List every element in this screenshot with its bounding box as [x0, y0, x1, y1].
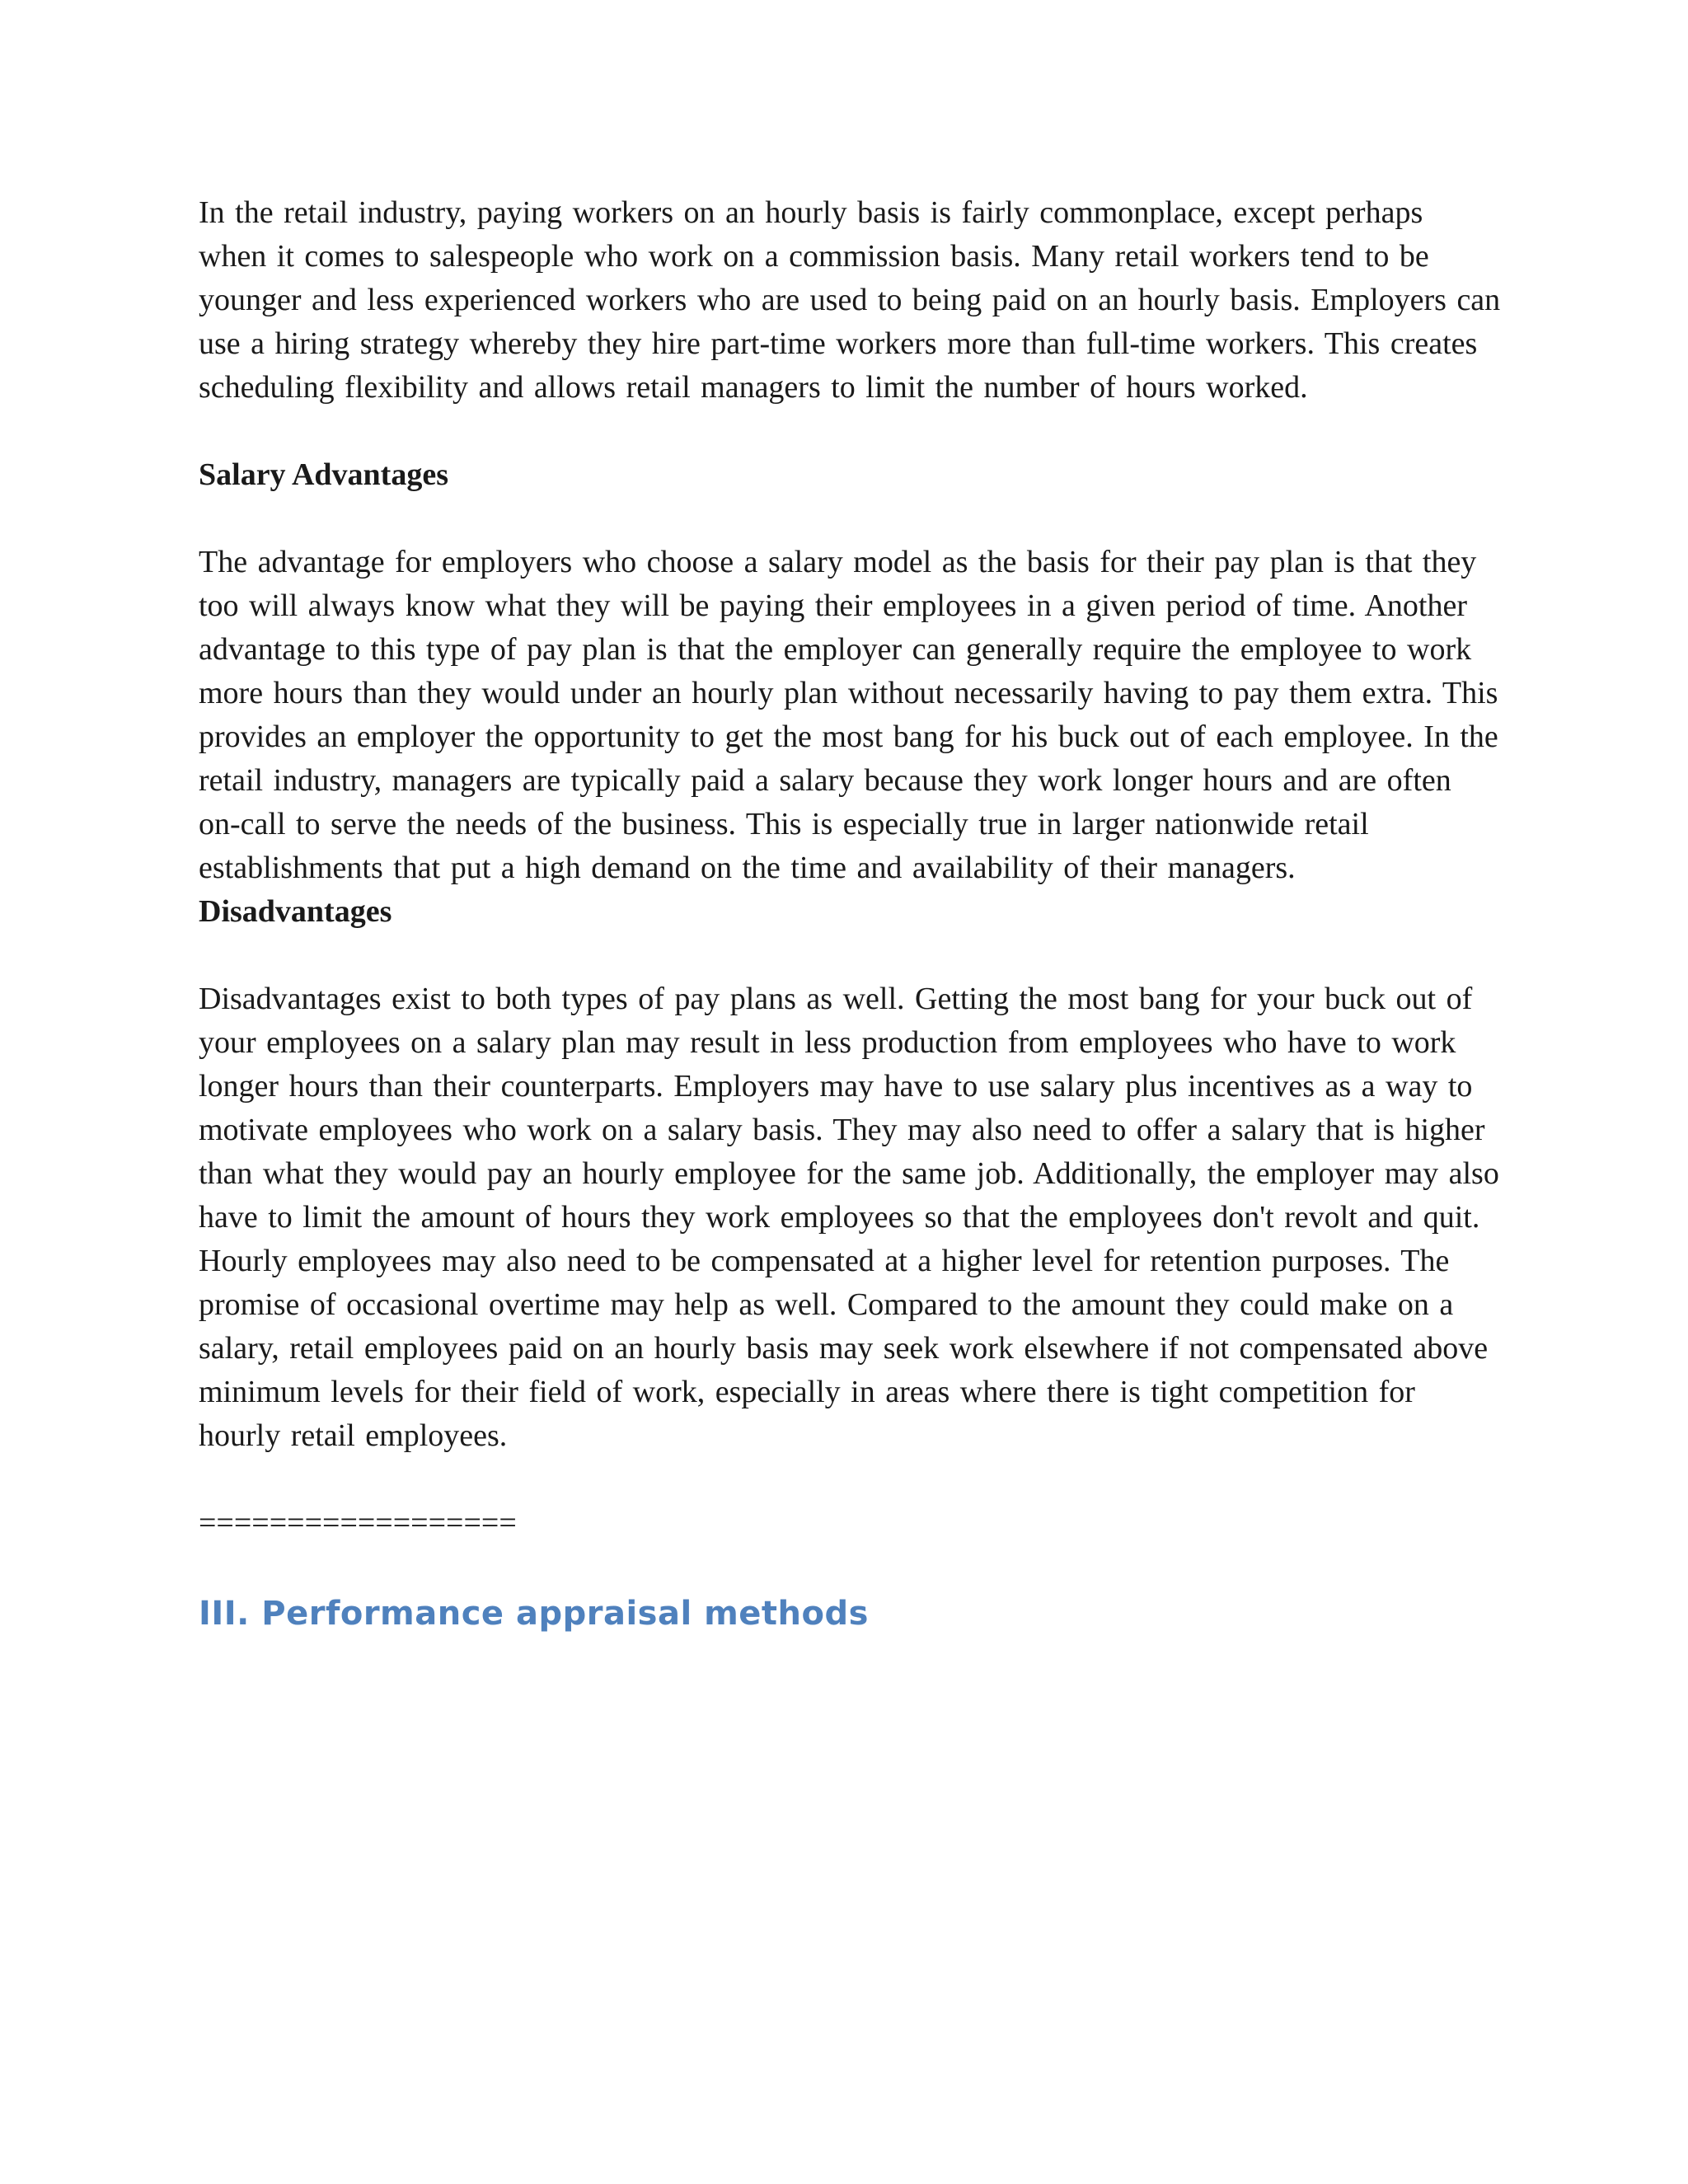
- spacer: [199, 934, 1501, 977]
- section-title: III. Performance appraisal methods: [199, 1595, 869, 1633]
- disadvantages-heading: Disadvantages: [199, 894, 392, 929]
- disadvantages-paragraph: Disadvantages exist to both types of pay plans as well. Getting the most bang for your buck out of your employees on a salary plan may result in less production from employees who have to work longer hours than their counterparts. Employers may have to use salary plus incentives as a way to motivate employees who work on a salary basis. They may also need to offer a salary that is higher than what they would pay an hourly employee for the same job. Additionally, the employer may also have to limit the amount of hours they work employees so that the employees don't revolt and quit. Hourly employees may also need to be compensated at a higher level for retention purposes. The promise of occasional overtime may help as well. Compared to the amount they could make on a salary, retail employees paid on an hourly basis may seek work elsewhere if not compensated above minimum levels for their field of work, especially in areas where there is tight competition for hourly retail employees.: [199, 982, 1499, 1453]
- intro-paragraph: In the retail industry, paying workers on an hourly basis is fairly commonplace, except perhaps when it comes to salespeople who work on a commission basis. Many retail workers tend to be younger and less experienced workers who are used to being paid on an hourly basis. Employers can use a hiring strategy whereby they hire part-time workers more than full-time workers. This creates scheduling flexibility and allows retail managers to limit the number of hours worked.: [199, 195, 1501, 405]
- separator-line: ==================: [199, 1506, 517, 1540]
- spacer: [199, 497, 1501, 541]
- spacer: [199, 1545, 1501, 1589]
- salary-advantages-paragraph: The advantage for employers who choose a salary model as the basis for their pay plan is that they too will always know what they will be paying their employees in a given period of time. Another advantage to this type of pay plan is that the employer can generally require the employee to work more hours than they would under an hourly plan without necessarily having to pay them extra. This provides an employer the opportunity to get the most bang for his buck out of each employee. In the retail industry, managers are typically paid a salary because they work longer hours and are often on-call to serve the needs of the business. This is especially true in larger nationwide retail establishments that put a high demand on the time and availability of their managers.: [199, 545, 1498, 885]
- spacer: [199, 1458, 1501, 1502]
- salary-advantages-heading: Salary Advantages: [199, 457, 448, 492]
- spacer: [199, 410, 1501, 453]
- document-content: [199, 191, 1501, 1638]
